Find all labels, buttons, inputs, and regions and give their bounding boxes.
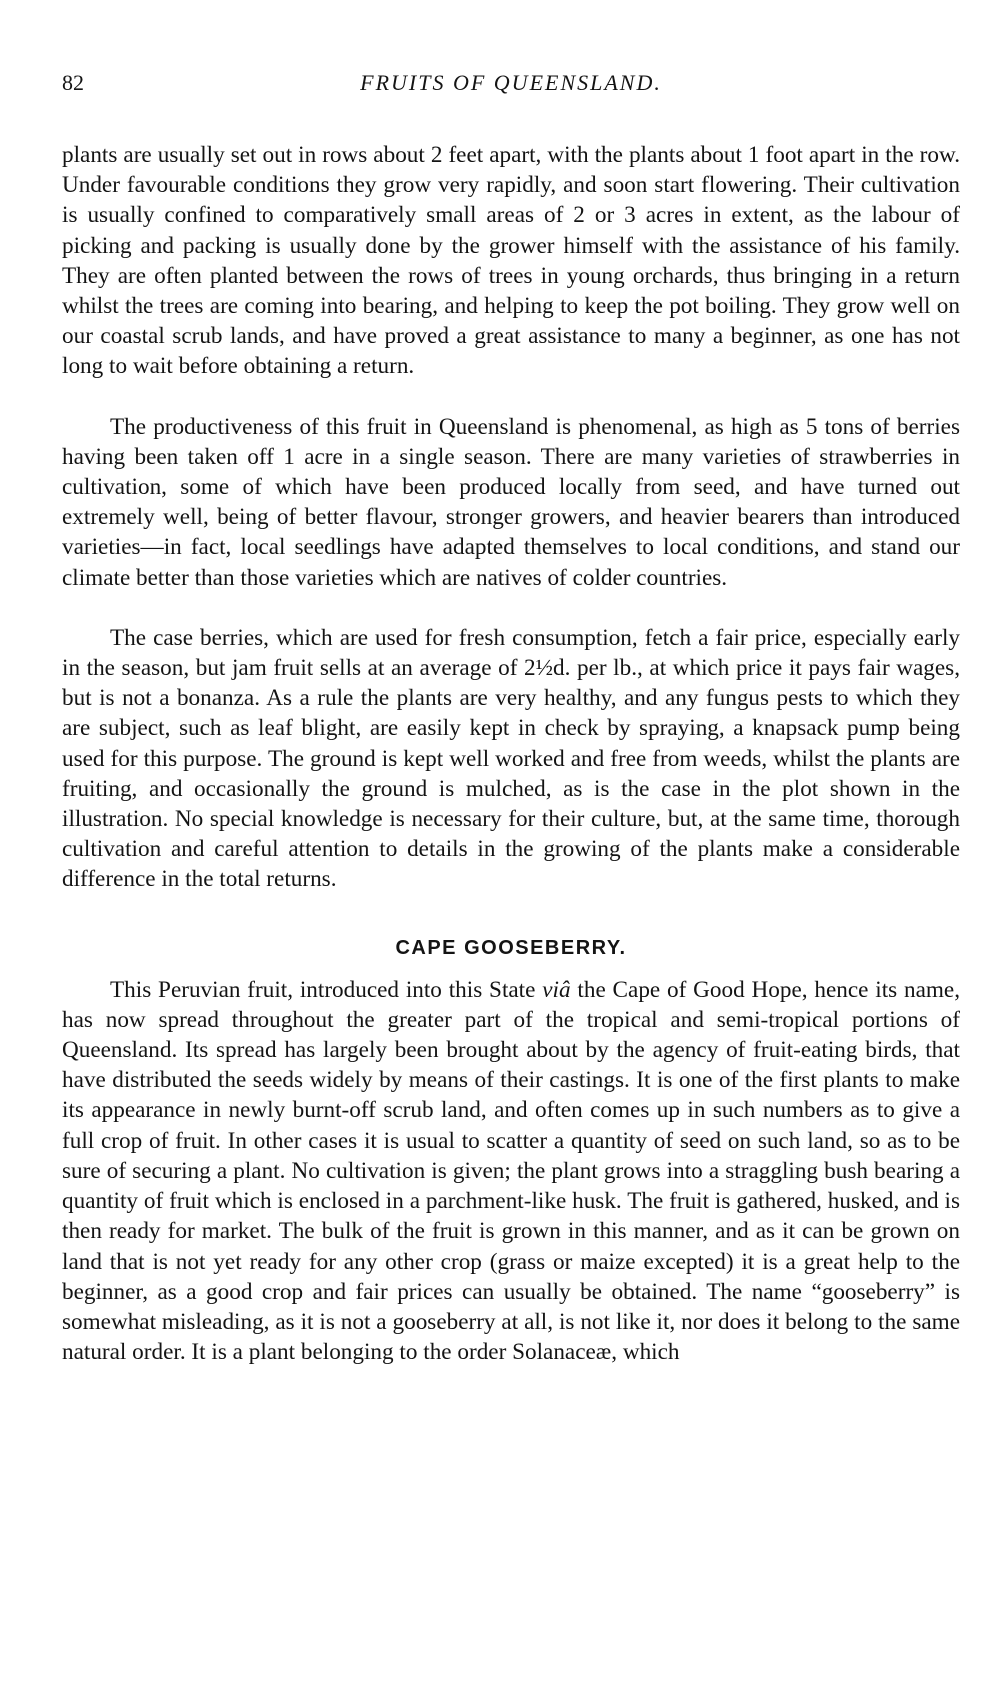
running-header: [62, 70, 960, 114]
paragraph-text-start: This Peruvian fruit, introduced into this State: [110, 976, 543, 1003]
section-heading-cape-gooseberry: [62, 935, 960, 961]
section-gap: [62, 895, 960, 935]
page-number: 82: [62, 70, 84, 95]
paragraph-gap: [62, 382, 960, 412]
paragraph-cape-gooseberry: [62, 975, 960, 1368]
paragraph-strawberry-prices: The case berries, which are used for fresh consumption, fetch a fair price, especially early in the season, but jam fruit sells at an average of 2½d. per lb., at which price it pays fair wages, but is not a bonanza. As a rule the plants are very healthy, and any fungus pests to which they are subject, such as leaf blight, are easily kept in check by spraying, a knapsack pump being used for this purpose. The ground is kept well worked and free from weeds, whilst the plants are fruiting, and occasionally the ground is mulched, as is the case in the plot shown in the illustration. No special knowledge is necessary for their culture, but, at the same time, thorough cultivation and careful attention to details in the growing of the plants make a considerable difference in the total returns.: [62, 624, 960, 893]
italic-via: viâ: [542, 976, 571, 1003]
paragraph-text-rest: the Cape of Good Hope, hence its name, has now spread throughout the greater part of the tropical and semi-tropical portions of Queensland. Its spread has largely been brought about by the agency of fruit-eating birds, that have distributed the seeds widely by means of their castings. It is one of the first plants to make its appearance in newly burnt-off scrub land, and often comes up in such numbers as to give a full crop of fruit. In other cases it is usual to scatter a quantity of seed on such land, so as to be sure of securing a plant. No cultivation is given; the plant grows into a straggling bush bearing a quantity of fruit which is enclosed in a parchment-like husk. The fruit is gathered, husked, and is then ready for market. The bulk of the fruit is grown in this manner, and as it can be grown on land that is not yet ready for any other crop (grass or maize excepted) it is a great help to the beginner, as a good crop and fair prices can usually be obtained. The name “gooseberry” is somewhat misleading, as it is not a gooseberry at all, is not like it, nor does it belong to the same natural order. It is a plant belonging to the order Solanaceæ, which: [62, 976, 960, 1366]
paragraph-gap: [62, 593, 960, 623]
running-title: FRUITS OF QUEENSLAND.: [360, 70, 662, 95]
paragraph-strawberry-productiveness: The productiveness of this fruit in Queensland is phenomenal, as high as 5 tons of berries having been taken off 1 acre in a single season. There are many varieties of strawberries in cultivation, some of which have been produced locally from seed, and have turned out extremely well, being of better flavour, stronger growers, and heavier bearers than introduced varieties—in fact, local seedlings have adapted themselves to local conditions, and stand our climate better than those varieties which are natives of colder countries.: [62, 413, 960, 591]
paragraph-strawberry-cultivation: plants are usually set out in rows about 2 feet apart, with the plants about 1 foot apart in the row. Under favourable conditions they grow very rapidly, and soon start flowering. Their cultivation is usually confined to comparatively small areas of 2 or 3 acres in extent, as the labour of picking and packing is usually done by the grower himself with the assistance of his family. They are often planted between the rows of trees in young orchards, thus bringing in a return whilst the trees are coming into bearing, and helping to keep the pot boiling. They grow well on our coastal scrub lands, and have proved a great assistance to many a beginner, as one has not long to wait before obtaining a return.: [62, 142, 960, 380]
section-heading-text: CAPE GOOSEBERRY.: [395, 936, 627, 959]
